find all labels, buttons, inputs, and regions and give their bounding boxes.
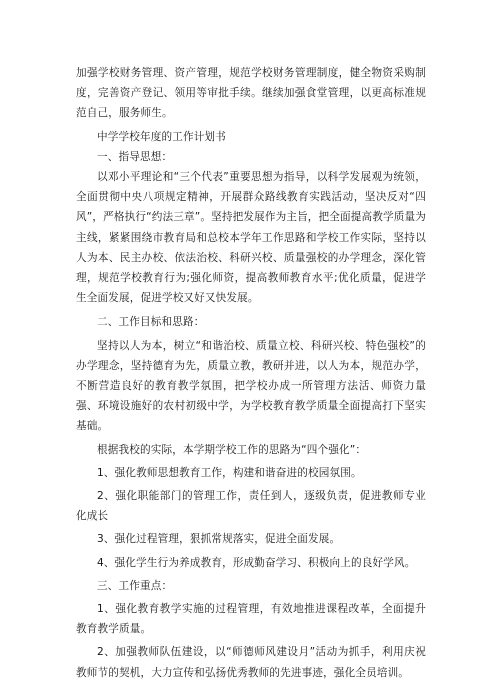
list-item-1: 1、强化教师思想教育工作，构建和谐奋进的校园氛围。 <box>97 466 362 479</box>
paragraph-goals: 坚持以人为本，树立“和谐治校、质量立校、科研兴校、特色强校”的办学理念，坚持德育为先，质量立教，教研并进，以人为本，规范办学，不断营造良好的教育教学氛围，把学校办成一所管理方法活、师资力量强、环境设施好的农村初级中学，为学校教育教学质量全面提高打下坚实基础。 <box>76 339 426 433</box>
list-item-3: 3、强化过程管理，狠抓常规落实，促进全面发展。 <box>97 533 341 546</box>
document-title: 中学学校年度的工作计划书 <box>97 130 226 143</box>
list-item-4: 4、强化学生行为养成教育，形成勤奋学习、积极向上的良好学风。 <box>97 556 416 569</box>
section-heading-key-work: 三、工作重点： <box>97 579 173 592</box>
section-heading-guiding-ideology: 一、指导思想： <box>97 150 173 163</box>
document-body <box>76 63 426 683</box>
section-heading-goals: 二、工作目标和思路： <box>97 316 205 329</box>
paragraph-guiding-ideology: 以邓小平理论和“三个代表”重要思想为指导，以科学发展观为统领，全面贯彻中央八项规定精神，开展群众路线教育实践活动，坚决反对“四风”，严格执行“约法三章”。坚持把发展作为主旨，把全面提高教学质量为主线，紧紧围绕市教育局和总校本学年工作思路和学校工作实际，坚持以人为本、民主办校、依法治校、科研兴校、质量强校的办学理念，深化管理，规范学校教育行为;强化师资，提高教师教育水平;优化质量，促进学生全面发展，促进学校又好又快发展。 <box>76 171 426 305</box>
key-work-item-2: 2、加强教师队伍建设，以“师德师风建设月”活动为抓手，利用庆祝教师节的契机，大力宣传和弘扬优秀教师的先进事迹，强化全员培训。 <box>76 646 426 679</box>
list-item-2: 2、强化职能部门的管理工作，责任到人，逐级负责，促进教师专业化成长 <box>76 490 426 523</box>
paragraph-finance-management: 加强学校财务管理、资产管理，规范学校财务管理制度，健全物资采购制度，完善资产登记、领用等审批手续。继续加强食堂管理，以更高标准规范自己，服务师生。 <box>76 67 426 120</box>
key-work-item-1: 1、强化教育教学实施的过程管理，有效地推进课程改革，全面提升教育教学质量。 <box>76 603 426 636</box>
paragraph-four-strengthenings: 根据我校的实际，本学期学校工作的思路为“四个强化”： <box>97 443 367 456</box>
